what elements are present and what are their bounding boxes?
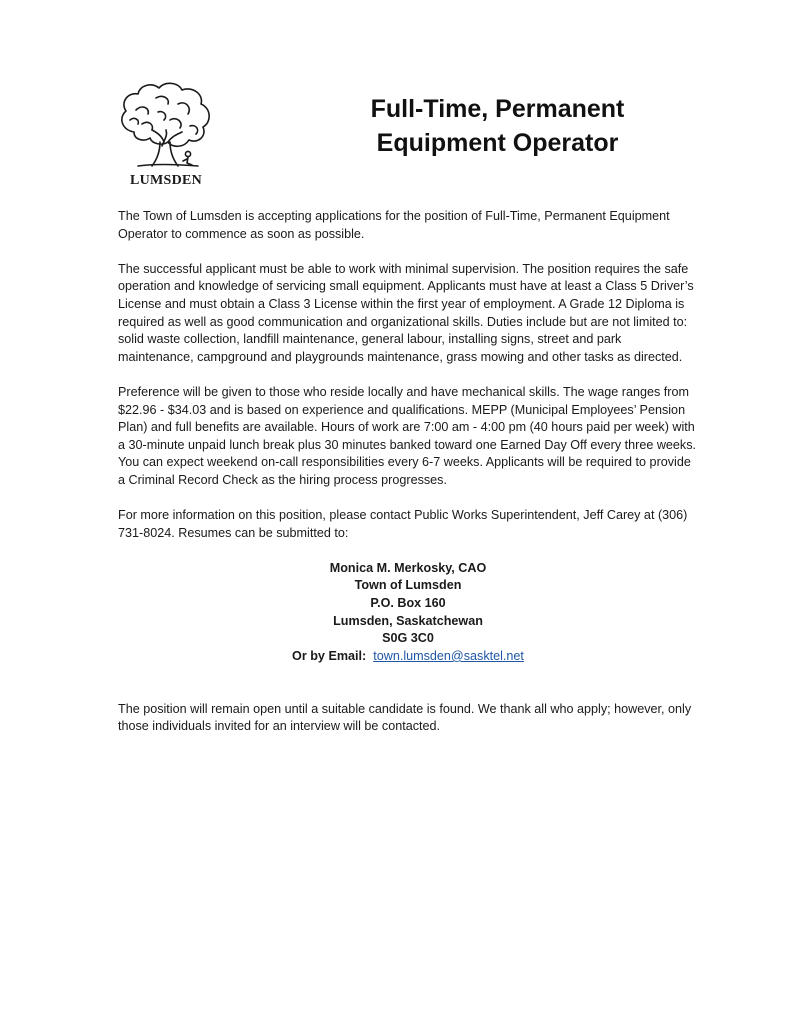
logo-text: LUMSDEN: [129, 173, 203, 188]
title-line-1: Full-Time, Permanent: [370, 95, 625, 123]
email-label: Or by Email:: [292, 648, 367, 663]
email-line: [118, 648, 698, 666]
address-box: P.O. Box 160: [370, 596, 446, 611]
wage-paragraph: Preference will be given to those who reside locally and have mechanical skills. The wage ranges from $22.96 - $34.03 and is based on experience and qualifications. MEPP (Municipal Employees’ Pension Plan) and full benefits are available. Hours of work are 7:00 am - 4:00 pm (40 hours paid per week) with a 30-minute unpaid lunch break plus 30 minutes banked toward one Earned Day Off every three weeks. You can expect weekend on-call responsibilities every 6-7 weeks. Applicants will be required to provide a Criminal Record Check as the hiring process progresses.: [118, 384, 697, 487]
email-link[interactable]: town.lumsden@sasktel.net: [373, 648, 524, 663]
spacer: [118, 683, 698, 701]
contact-paragraph: For more information on this position, please contact Public Works Superintendent, Jeff Carey at (306) 731-8024. Resumes can be submitted to:: [118, 508, 688, 540]
posting-body: [118, 208, 698, 753]
title-line-2: Equipment Operator: [376, 129, 619, 157]
address-city: Lumsden, Saskatchewan: [333, 613, 483, 628]
mailing-address: [118, 560, 698, 666]
intro-paragraph: The Town of Lumsden is accepting applications for the position of Full-Time, Permanent Equipment Operator to commence as soon as possible.: [118, 209, 670, 241]
tree-icon: [112, 80, 220, 172]
address-postal: S0G 3C0: [382, 631, 434, 646]
requirements-paragraph: The successful applicant must be able to work with minimal supervision. The position requires the safe operation and knowledge of servicing small equipment. Applicants must have at least a Class 5 Driver’s License and must obtain a Class 3 License within the first year of employment. A Grade 12 Diploma is required as well as good communication and organizational skills. Duties include but are not limited to: solid waste collection, landfill maintenance, general labour, installing signs, street and park maintenance, campground and playgrounds maintenance, grass mowing and other tasks as directed.: [118, 261, 694, 364]
address-org: Town of Lumsden: [354, 578, 462, 593]
address-name: Monica M. Merkosky, CAO: [329, 560, 487, 575]
page-title: [335, 92, 660, 160]
closing-paragraph: The position will remain open until a suitable candidate is found. We thank all who apply; however, only those individuals invited for an interview will be contacted.: [118, 701, 692, 734]
town-logo: [112, 80, 220, 192]
